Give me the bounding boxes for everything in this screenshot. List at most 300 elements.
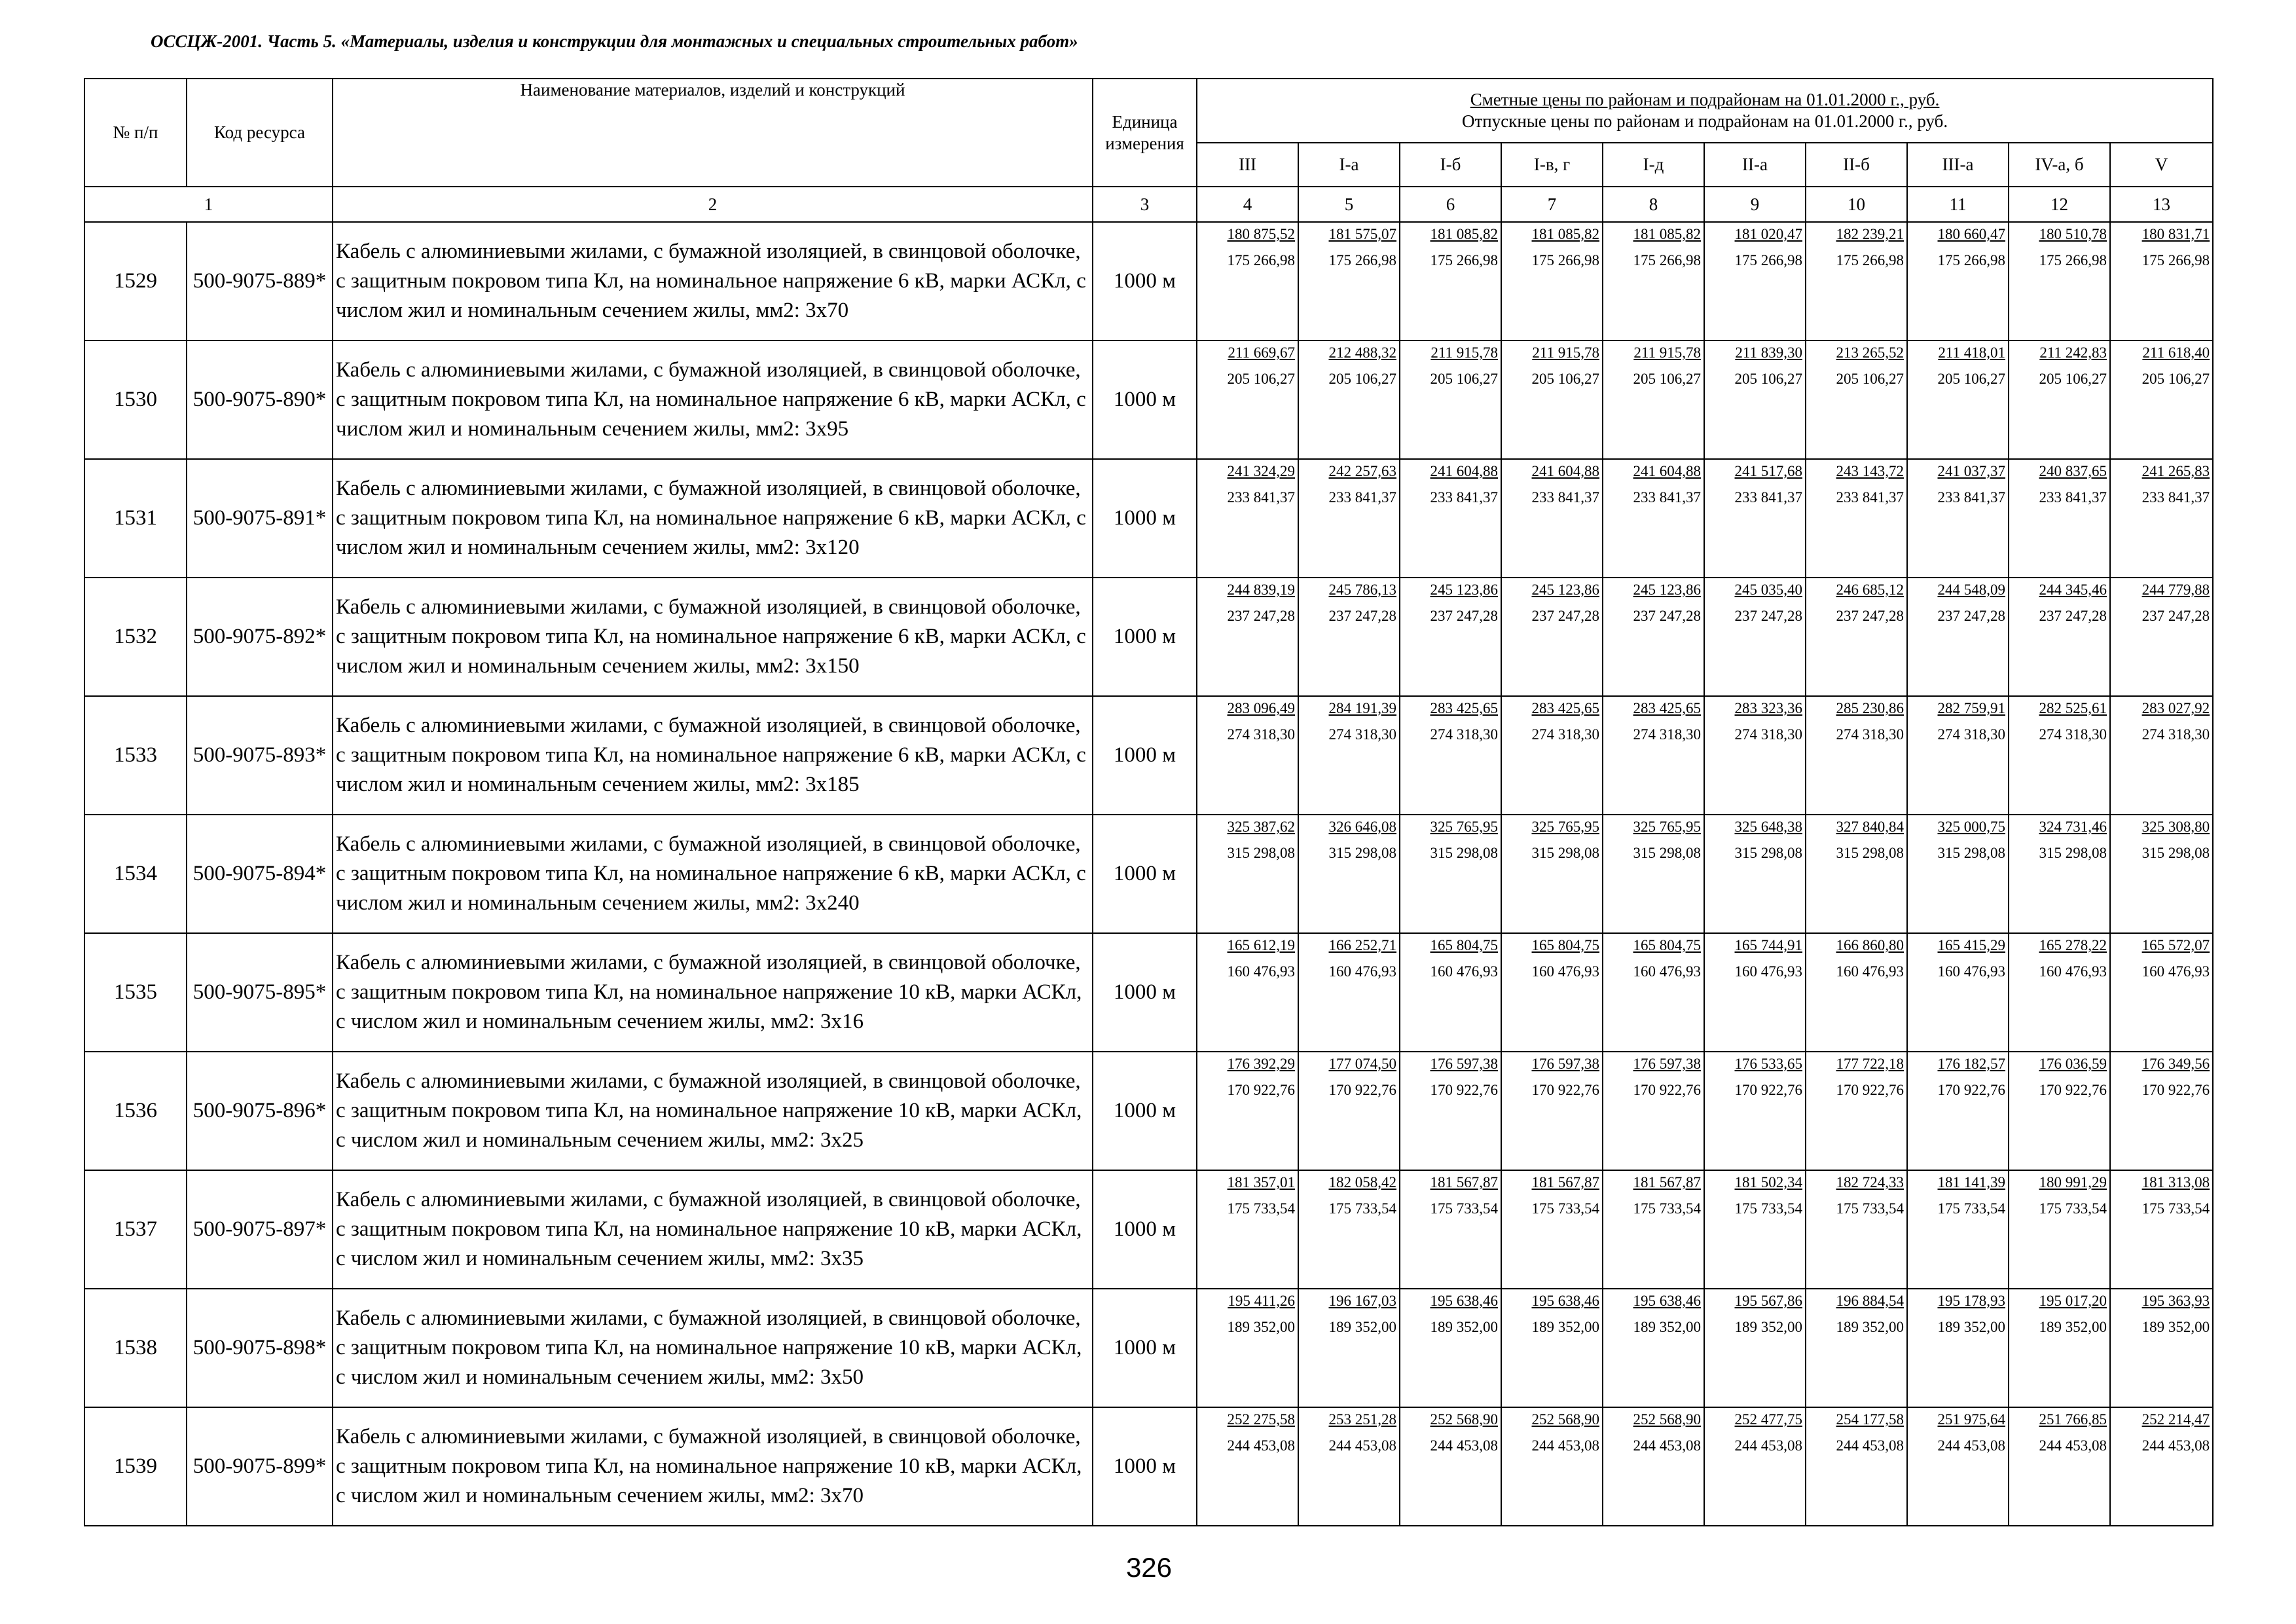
column-number: 10	[1806, 187, 1907, 222]
column-number: 4	[1197, 187, 1298, 222]
release-price: 170 922,76	[1937, 1082, 2005, 1098]
price-cell	[1603, 1052, 1704, 1170]
estimate-price: 195 178,93	[1937, 1293, 2005, 1309]
release-price: 175 733,54	[1734, 1200, 1802, 1217]
estimate-price: 176 597,38	[1633, 1056, 1701, 1072]
release-price: 160 476,93	[1633, 963, 1701, 980]
price-cell	[1704, 459, 1806, 578]
estimate-price: 182 058,42	[1328, 1174, 1396, 1190]
release-price: 315 298,08	[2141, 845, 2210, 861]
resource-code: 500-9075-890*	[187, 341, 333, 459]
estimate-price: 181 141,39	[1937, 1174, 2005, 1190]
price-cell	[1197, 1170, 1298, 1289]
estimate-price: 211 418,01	[1938, 344, 2005, 361]
estimate-price: 166 860,80	[1836, 937, 1904, 953]
column-number: 2	[333, 187, 1093, 222]
release-price: 175 266,98	[1937, 252, 2005, 268]
price-cell	[1603, 696, 1704, 815]
estimate-price: 282 525,61	[2039, 700, 2107, 716]
price-cell	[2009, 578, 2110, 696]
release-price: 175 733,54	[2039, 1200, 2107, 1217]
release-price: 189 352,00	[1633, 1319, 1701, 1335]
price-cell	[1603, 815, 1704, 933]
price-cell	[1400, 1289, 1501, 1407]
price-cell	[1806, 933, 1907, 1052]
estimate-price: 180 660,47	[1937, 226, 2005, 242]
release-price: 237 247,28	[1227, 608, 1295, 624]
release-price: 233 841,37	[1937, 489, 2005, 506]
material-name: Кабель с алюминиевыми жилами, с бумажной изоляцией, в свинцовой оболочке, с защитным покровом типа Кл, на номинальное напряжение 10 кВ, марки АСКл, с числом жил и номинальным сечением жилы, мм2: 3х25	[333, 1052, 1093, 1170]
release-price: 205 106,27	[1836, 371, 1904, 387]
release-price: 233 841,37	[1328, 489, 1396, 506]
release-price: 237 247,28	[2141, 608, 2210, 624]
estimate-price: 181 020,47	[1734, 226, 1802, 242]
estimate-price: 176 036,59	[2039, 1056, 2107, 1072]
estimate-price: 176 349,56	[2141, 1056, 2210, 1072]
material-name: Кабель с алюминиевыми жилами, с бумажной изоляцией, в свинцовой оболочке, с защитным покровом типа Кл, на номинальное напряжение 6 кВ, марки АСКл, с числом жил и номинальным сечением жилы, мм2: 3х240	[333, 815, 1093, 933]
header-prices-release: Отпускные цены по районам и подрайонам на 01.01.2000 г., руб.	[1461, 111, 1948, 131]
price-cell	[1603, 1289, 1704, 1407]
resource-code: 500-9075-895*	[187, 933, 333, 1052]
row-number: 1531	[84, 459, 187, 578]
price-cell	[1298, 815, 1400, 933]
release-price: 237 247,28	[1734, 608, 1802, 624]
price-cell	[1197, 1052, 1298, 1170]
price-cell	[2009, 222, 2110, 341]
price-cell	[1907, 696, 2009, 815]
release-price: 170 922,76	[1836, 1082, 1904, 1098]
table-row	[84, 578, 2213, 696]
price-cell	[2009, 459, 2110, 578]
estimate-price: 327 840,84	[1836, 819, 1904, 835]
estimate-price: 244 345,46	[2039, 581, 2107, 598]
release-price: 233 841,37	[1734, 489, 1802, 506]
release-price: 170 922,76	[1531, 1082, 1599, 1098]
price-cell	[1806, 815, 1907, 933]
release-price: 160 476,93	[1430, 963, 1498, 980]
estimate-price: 252 568,90	[1531, 1411, 1599, 1428]
price-cell	[1501, 1289, 1603, 1407]
price-cell	[1197, 815, 1298, 933]
price-cell	[1400, 815, 1501, 933]
row-number: 1537	[84, 1170, 187, 1289]
row-number: 1535	[84, 933, 187, 1052]
price-cell	[1400, 1170, 1501, 1289]
estimate-price: 245 123,86	[1531, 581, 1599, 598]
release-price: 170 922,76	[1328, 1082, 1396, 1098]
estimate-price: 241 037,37	[1937, 463, 2005, 479]
price-cell	[1603, 1407, 1704, 1526]
estimate-price: 181 567,87	[1633, 1174, 1701, 1190]
unit: 1000 м	[1093, 459, 1197, 578]
unit: 1000 м	[1093, 1289, 1197, 1407]
header-region: II-а	[1704, 143, 1806, 187]
release-price: 244 453,08	[1531, 1437, 1599, 1454]
row-number: 1539	[84, 1407, 187, 1526]
release-price: 205 106,27	[1328, 371, 1396, 387]
material-name: Кабель с алюминиевыми жилами, с бумажной изоляцией, в свинцовой оболочке, с защитным покровом типа Кл, на номинальное напряжение 6 кВ, марки АСКл, с числом жил и номинальным сечением жилы, мм2: 3х95	[333, 341, 1093, 459]
release-price: 170 922,76	[1734, 1082, 1802, 1098]
estimate-price: 195 567,86	[1734, 1293, 1802, 1309]
estimate-price: 325 648,38	[1734, 819, 1802, 835]
release-price: 244 453,08	[2039, 1437, 2107, 1454]
unit: 1000 м	[1093, 578, 1197, 696]
material-name: Кабель с алюминиевыми жилами, с бумажной изоляцией, в свинцовой оболочке, с защитным покровом типа Кл, на номинальное напряжение 10 кВ, марки АСКл, с числом жил и номинальным сечением жилы, мм2: 3х16	[333, 933, 1093, 1052]
resource-code: 500-9075-892*	[187, 578, 333, 696]
release-price: 205 106,27	[1633, 371, 1701, 387]
price-cell	[1197, 578, 1298, 696]
price-cell	[1704, 1407, 1806, 1526]
estimate-price: 324 731,46	[2039, 819, 2107, 835]
release-price: 175 733,54	[2141, 1200, 2210, 1217]
release-price: 160 476,93	[1937, 963, 2005, 980]
column-number: 9	[1704, 187, 1806, 222]
release-price: 160 476,93	[1328, 963, 1396, 980]
estimate-price: 181 085,82	[1531, 226, 1599, 242]
estimate-price: 181 567,87	[1531, 1174, 1599, 1190]
estimate-price: 177 074,50	[1328, 1056, 1396, 1072]
table-row	[84, 933, 2213, 1052]
release-price: 237 247,28	[1531, 608, 1599, 624]
estimate-price: 246 685,12	[1836, 581, 1904, 598]
price-cell	[1400, 341, 1501, 459]
estimate-price: 213 265,52	[1836, 344, 1904, 361]
row-number: 1534	[84, 815, 187, 933]
release-price: 205 106,27	[1227, 371, 1295, 387]
release-price: 189 352,00	[1430, 1319, 1498, 1335]
price-cell	[2110, 815, 2213, 933]
release-price: 315 298,08	[1734, 845, 1802, 861]
release-price: 175 266,98	[2039, 252, 2107, 268]
estimate-price: 181 575,07	[1328, 226, 1396, 242]
release-price: 205 106,27	[2039, 371, 2107, 387]
resource-code: 500-9075-897*	[187, 1170, 333, 1289]
estimate-price: 195 638,46	[1430, 1293, 1498, 1309]
price-cell	[1603, 1170, 1704, 1289]
release-price: 315 298,08	[1328, 845, 1396, 861]
price-cell	[1298, 1170, 1400, 1289]
estimate-price: 176 392,29	[1227, 1056, 1295, 1072]
price-cell	[1400, 459, 1501, 578]
header-region: III-а	[1907, 143, 2009, 187]
table-row	[84, 459, 2213, 578]
estimate-price: 325 765,95	[1633, 819, 1701, 835]
unit: 1000 м	[1093, 1170, 1197, 1289]
material-name: Кабель с алюминиевыми жилами, с бумажной изоляцией, в свинцовой оболочке, с защитным покровом типа Кл, на номинальное напряжение 6 кВ, марки АСКл, с числом жил и номинальным сечением жилы, мм2: 3х185	[333, 696, 1093, 815]
estimate-price: 177 722,18	[1836, 1056, 1904, 1072]
estimate-price: 241 265,83	[2141, 463, 2210, 479]
header-region: I-а	[1298, 143, 1400, 187]
estimate-price: 195 638,46	[1633, 1293, 1701, 1309]
price-cell	[1704, 696, 1806, 815]
estimate-price: 176 597,38	[1531, 1056, 1599, 1072]
release-price: 274 318,30	[1227, 726, 1295, 743]
price-cell	[1400, 1052, 1501, 1170]
table-row	[84, 1289, 2213, 1407]
release-price: 315 298,08	[1531, 845, 1599, 861]
estimate-price: 181 567,87	[1430, 1174, 1498, 1190]
row-number: 1529	[84, 222, 187, 341]
estimate-price: 165 804,75	[1531, 937, 1599, 953]
price-cell	[2009, 1170, 2110, 1289]
estimate-price: 326 646,08	[1328, 819, 1396, 835]
price-cell	[1197, 933, 1298, 1052]
release-price: 274 318,30	[1633, 726, 1701, 743]
release-price: 244 453,08	[2141, 1437, 2210, 1454]
header-region: I-д	[1603, 143, 1704, 187]
release-price: 315 298,08	[1227, 845, 1295, 861]
estimate-price: 254 177,58	[1836, 1411, 1904, 1428]
release-price: 244 453,08	[1633, 1437, 1701, 1454]
table-row	[84, 1052, 2213, 1170]
price-cell	[2110, 1407, 2213, 1526]
release-price: 233 841,37	[1633, 489, 1701, 506]
estimate-price: 285 230,86	[1836, 700, 1904, 716]
release-price: 170 922,76	[2039, 1082, 2107, 1098]
price-cell	[2110, 1289, 2213, 1407]
table-row	[84, 1407, 2213, 1526]
price-cell	[2110, 341, 2213, 459]
estimate-price: 196 167,03	[1328, 1293, 1396, 1309]
estimate-price: 176 533,65	[1734, 1056, 1802, 1072]
estimate-price: 195 017,20	[2039, 1293, 2107, 1309]
resource-code: 500-9075-896*	[187, 1052, 333, 1170]
resource-code: 500-9075-899*	[187, 1407, 333, 1526]
release-price: 160 476,93	[1836, 963, 1904, 980]
resource-code: 500-9075-894*	[187, 815, 333, 933]
release-price: 189 352,00	[1531, 1319, 1599, 1335]
release-price: 160 476,93	[2039, 963, 2107, 980]
price-cell	[1501, 933, 1603, 1052]
release-price: 237 247,28	[1430, 608, 1498, 624]
price-cell	[1197, 341, 1298, 459]
estimate-price: 245 123,86	[1633, 581, 1701, 598]
price-cell	[1298, 578, 1400, 696]
price-cell	[1400, 933, 1501, 1052]
price-cell	[1806, 1052, 1907, 1170]
table-row	[84, 696, 2213, 815]
row-number: 1532	[84, 578, 187, 696]
release-price: 205 106,27	[1430, 371, 1498, 387]
release-price: 274 318,30	[1430, 726, 1498, 743]
estimate-price: 325 308,80	[2141, 819, 2210, 835]
estimate-price: 251 975,64	[1937, 1411, 2005, 1428]
header-num: № п/п	[84, 79, 187, 187]
price-cell	[1907, 341, 2009, 459]
price-cell	[1197, 222, 1298, 341]
release-price: 175 733,54	[1633, 1200, 1701, 1217]
release-price: 175 266,98	[1328, 252, 1396, 268]
price-cell	[1298, 933, 1400, 1052]
column-number-row	[84, 187, 2213, 222]
price-cell	[1806, 341, 1907, 459]
estimate-price: 252 568,90	[1430, 1411, 1498, 1428]
estimate-price: 211 915,78	[1633, 344, 1701, 361]
estimate-price: 181 313,08	[2141, 1174, 2210, 1190]
price-cell	[1298, 696, 1400, 815]
price-cell	[2009, 933, 2110, 1052]
release-price: 274 318,30	[2141, 726, 2210, 743]
price-cell	[1806, 1407, 1907, 1526]
release-price: 315 298,08	[1633, 845, 1701, 861]
running-head: ОССЦЖ-2001. Часть 5. «Материалы, изделия и конструкции для монтажных и специальных строительных работ»	[151, 31, 1078, 51]
estimate-price: 195 363,93	[2141, 1293, 2210, 1309]
release-price: 175 266,98	[2141, 252, 2210, 268]
price-cell	[1704, 341, 1806, 459]
release-price: 175 266,98	[1734, 252, 1802, 268]
price-cell	[1298, 222, 1400, 341]
price-cell	[1907, 1407, 2009, 1526]
estimate-price: 245 123,86	[1430, 581, 1498, 598]
unit: 1000 м	[1093, 222, 1197, 341]
unit: 1000 м	[1093, 1407, 1197, 1526]
estimate-price: 165 804,75	[1633, 937, 1701, 953]
release-price: 205 106,27	[1734, 371, 1802, 387]
unit: 1000 м	[1093, 933, 1197, 1052]
estimate-price: 252 275,58	[1227, 1411, 1295, 1428]
release-price: 274 318,30	[1937, 726, 2005, 743]
price-cell	[1501, 1052, 1603, 1170]
release-price: 160 476,93	[1227, 963, 1295, 980]
release-price: 237 247,28	[1328, 608, 1396, 624]
table-row	[84, 815, 2213, 933]
release-price: 233 841,37	[1836, 489, 1904, 506]
estimate-price: 253 251,28	[1328, 1411, 1396, 1428]
estimate-price: 245 786,13	[1328, 581, 1396, 598]
price-cell	[1907, 933, 2009, 1052]
estimate-price: 325 765,95	[1430, 819, 1498, 835]
price-cell	[1806, 696, 1907, 815]
estimate-price: 180 510,78	[2039, 226, 2107, 242]
estimate-price: 241 324,29	[1227, 463, 1295, 479]
release-price: 274 318,30	[1734, 726, 1802, 743]
estimate-price: 325 387,62	[1227, 819, 1295, 835]
price-cell	[2110, 1170, 2213, 1289]
header-region: V	[2110, 143, 2213, 187]
release-price: 175 266,98	[1531, 252, 1599, 268]
release-price: 244 453,08	[1227, 1437, 1295, 1454]
price-cell	[1501, 578, 1603, 696]
material-name: Кабель с алюминиевыми жилами, с бумажной изоляцией, в свинцовой оболочке, с защитным покровом типа Кл, на номинальное напряжение 10 кВ, марки АСКл, с числом жил и номинальным сечением жилы, мм2: 3х70	[333, 1407, 1093, 1526]
price-table	[84, 78, 2214, 1526]
release-price: 237 247,28	[2039, 608, 2107, 624]
price-cell	[1806, 578, 1907, 696]
price-cell	[2110, 578, 2213, 696]
estimate-price: 182 239,21	[1836, 226, 1904, 242]
estimate-price: 180 831,71	[2141, 226, 2210, 242]
release-price: 233 841,37	[2141, 489, 2210, 506]
header-name: Наименование материалов, изделий и конструкций	[333, 79, 1093, 187]
price-cell	[1197, 696, 1298, 815]
estimate-price: 245 035,40	[1734, 581, 1802, 598]
estimate-price: 176 182,57	[1937, 1056, 2005, 1072]
price-cell	[1603, 578, 1704, 696]
row-number: 1533	[84, 696, 187, 815]
header-region: I-в, г	[1501, 143, 1603, 187]
table-row	[84, 222, 2213, 341]
estimate-price: 244 779,88	[2141, 581, 2210, 598]
release-price: 170 922,76	[1633, 1082, 1701, 1098]
estimate-price: 212 488,32	[1328, 344, 1396, 361]
estimate-price: 165 612,19	[1227, 937, 1295, 953]
release-price: 175 733,54	[1531, 1200, 1599, 1217]
release-price: 160 476,93	[2141, 963, 2210, 980]
estimate-price: 165 572,07	[2141, 937, 2210, 953]
price-cell	[2110, 459, 2213, 578]
release-price: 274 318,30	[1531, 726, 1599, 743]
release-price: 244 453,08	[1937, 1437, 2005, 1454]
release-price: 189 352,00	[2141, 1319, 2210, 1335]
estimate-price: 244 839,19	[1227, 581, 1295, 598]
material-name: Кабель с алюминиевыми жилами, с бумажной изоляцией, в свинцовой оболочке, с защитным покровом типа Кл, на номинальное напряжение 10 кВ, марки АСКл, с числом жил и номинальным сечением жилы, мм2: 3х35	[333, 1170, 1093, 1289]
price-cell	[1501, 1170, 1603, 1289]
price-cell	[1501, 222, 1603, 341]
column-number: 11	[1907, 187, 2009, 222]
release-price: 160 476,93	[1734, 963, 1802, 980]
estimate-price: 284 191,39	[1328, 700, 1396, 716]
price-cell	[1907, 1170, 2009, 1289]
release-price: 170 922,76	[1227, 1082, 1295, 1098]
estimate-price: 166 252,71	[1328, 937, 1396, 953]
estimate-price: 283 425,65	[1531, 700, 1599, 716]
estimate-price: 325 765,95	[1531, 819, 1599, 835]
row-number: 1530	[84, 341, 187, 459]
estimate-price: 252 568,90	[1633, 1411, 1701, 1428]
release-price: 189 352,00	[1836, 1319, 1904, 1335]
price-cell	[2009, 1289, 2110, 1407]
estimate-price: 283 027,92	[2141, 700, 2210, 716]
column-number: 1	[84, 187, 333, 222]
release-price: 237 247,28	[1633, 608, 1701, 624]
estimate-price: 325 000,75	[1937, 819, 2005, 835]
resource-code: 500-9075-889*	[187, 222, 333, 341]
price-cell	[1704, 1052, 1806, 1170]
release-price: 189 352,00	[1227, 1319, 1295, 1335]
price-cell	[1806, 1289, 1907, 1407]
column-number: 7	[1501, 187, 1603, 222]
header-unit: Единица измерения	[1093, 79, 1197, 187]
price-cell	[2009, 341, 2110, 459]
unit: 1000 м	[1093, 341, 1197, 459]
column-number: 8	[1603, 187, 1704, 222]
price-cell	[1298, 341, 1400, 459]
estimate-price: 241 517,68	[1734, 463, 1802, 479]
release-price: 244 453,08	[1836, 1437, 1904, 1454]
release-price: 274 318,30	[1836, 726, 1904, 743]
release-price: 233 841,37	[1430, 489, 1498, 506]
price-cell	[1501, 1407, 1603, 1526]
unit: 1000 м	[1093, 815, 1197, 933]
release-price: 205 106,27	[1937, 371, 2005, 387]
estimate-price: 181 357,01	[1227, 1174, 1295, 1190]
release-price: 189 352,00	[1734, 1319, 1802, 1335]
release-price: 237 247,28	[1836, 608, 1904, 624]
price-cell	[1704, 222, 1806, 341]
release-price: 315 298,08	[1937, 845, 2005, 861]
estimate-price: 283 425,65	[1430, 700, 1498, 716]
estimate-price: 283 096,49	[1227, 700, 1295, 716]
estimate-price: 176 597,38	[1430, 1056, 1498, 1072]
estimate-price: 180 875,52	[1227, 226, 1295, 242]
table-row	[84, 1170, 2213, 1289]
price-cell	[1907, 1052, 2009, 1170]
estimate-price: 195 411,26	[1228, 1293, 1295, 1309]
price-cell	[1501, 459, 1603, 578]
resource-code: 500-9075-898*	[187, 1289, 333, 1407]
release-price: 315 298,08	[1836, 845, 1904, 861]
price-cell	[2009, 696, 2110, 815]
release-price: 189 352,00	[2039, 1319, 2107, 1335]
